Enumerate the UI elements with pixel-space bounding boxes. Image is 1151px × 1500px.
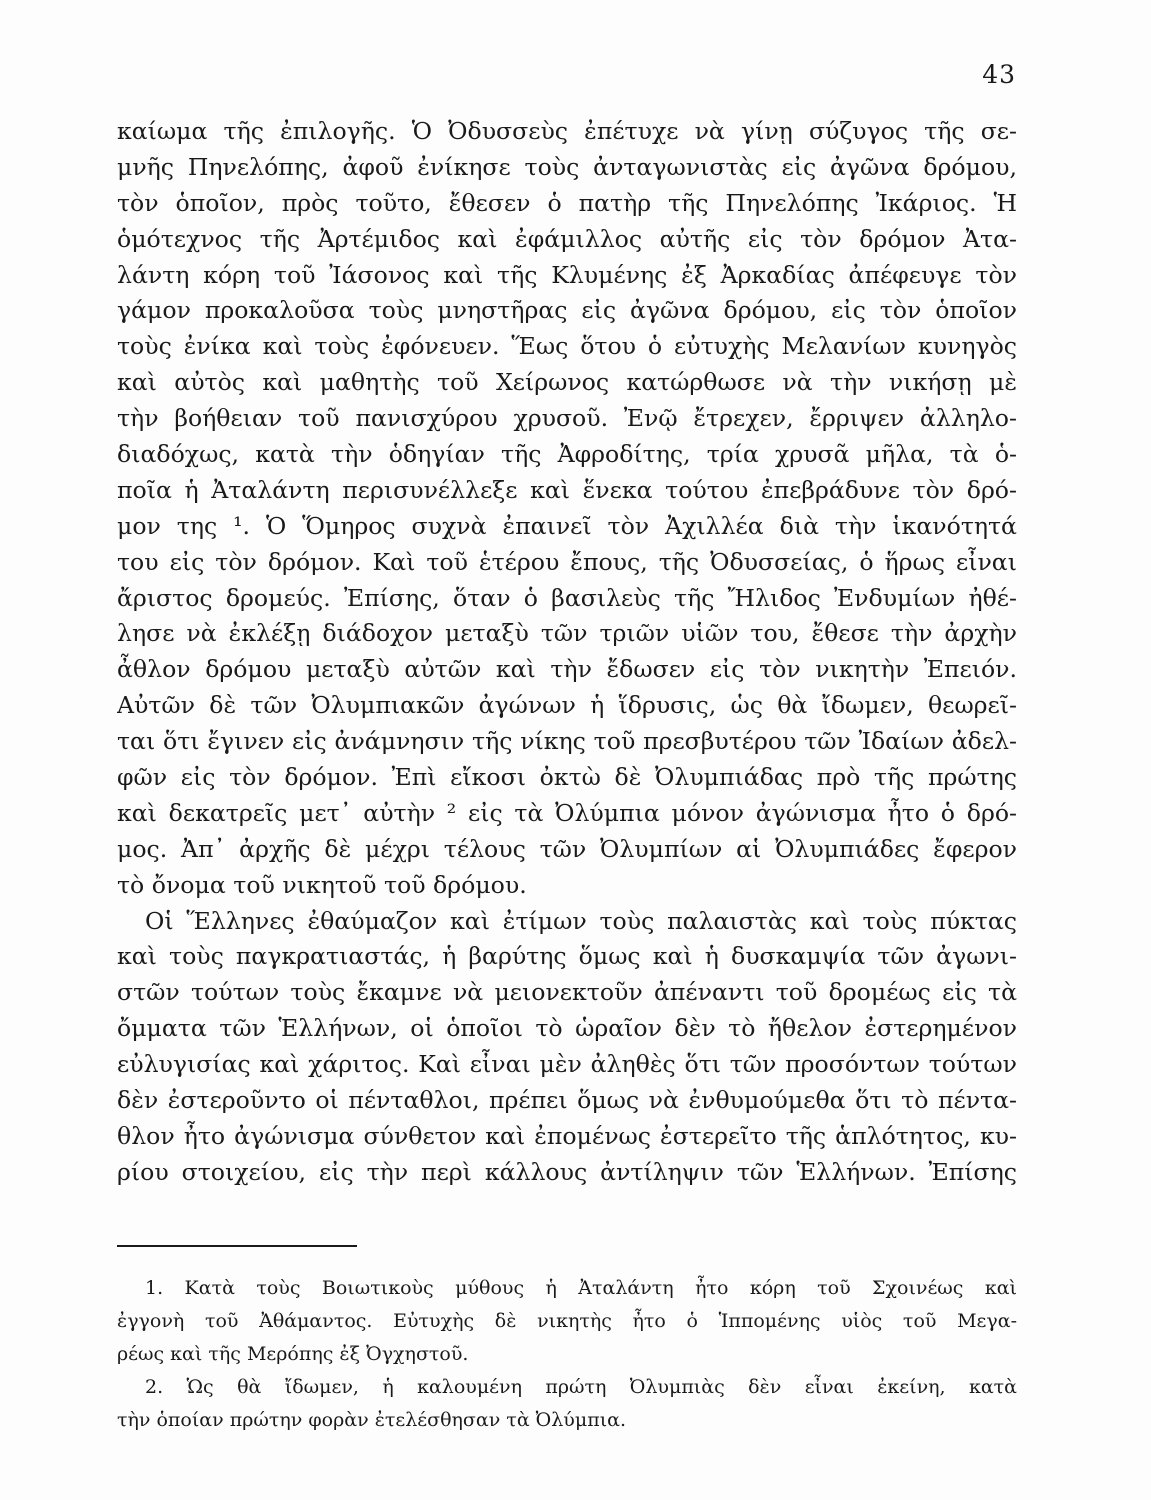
text-line: εὐλυγισίας καὶ χάριτος. Καὶ εἶναι μὲν ἀληθὲς ὅτι τῶν προσόντων τούτων xyxy=(117,1050,1017,1079)
main-text xyxy=(117,114,1017,1191)
text-line: φῶν εἰς τὸν δρόμον. Ἐπὶ εἴκοσι ὀκτὼ δὲ Ὀλυμπιάδας πρὸ τῆς πρώτης xyxy=(117,763,1017,792)
footnote-1-line: ρέως καὶ τῆς Μερόπης ἐξ Ὀγχηστοῦ. xyxy=(117,1343,469,1365)
footnote-1-line: ἐγγονὴ τοῦ Ἀθάμαντος. Εὐτυχὴς δὲ νικητὴς ἦτο ὁ Ἱππομένης υἱὸς τοῦ Μεγα- xyxy=(117,1310,1017,1332)
text-line: λάντη κόρη τοῦ Ἰάσονος καὶ τῆς Κλυμένης ἐξ Ἀρκαδίας ἀπέφευγε τὸν xyxy=(117,260,1017,289)
footnotes xyxy=(117,1272,1017,1437)
text-line: ὁμότεχνος τῆς Ἀρτέμιδος καὶ ἐφάμιλλος αὐτῆς εἰς τὸν δρόμον Ἀτα- xyxy=(117,224,1017,253)
text-line: τοὺς ἐνίκα καὶ τοὺς ἐφόνευεν. Ἕως ὅτου ὁ εὐτυχὴς Μελανίων κυνηγὸς xyxy=(117,332,1017,361)
text-line: ποῖα ἡ Ἀταλάντη περισυνέλλεξε καὶ ἕνεκα τούτου ἐπεβράδυνε τὸν δρό- xyxy=(117,475,1017,504)
text-line: στῶν τούτων τοὺς ἔκαμνε νὰ μειονεκτοῦν ἀπέναντι τοῦ δρομέως εἰς τὰ xyxy=(117,978,1017,1007)
text-line: τὸν ὁποῖον, πρὸς τοῦτο, ἔθεσεν ὁ πατὴρ τῆς Πηνελόπης Ἰκάριος. Ἡ xyxy=(117,188,1017,217)
text-line: Αὐτῶν δὲ τῶν Ὀλυμπιακῶν ἀγώνων ἡ ἵδρυσις, ὡς θὰ ἴδωμεν, θεωρεῖ- xyxy=(117,691,1017,720)
text-line: λησε νὰ ἐκλέξῃ διάδοχον μεταξὺ τῶν τριῶν υἱῶν του, ἔθεσε τὴν ἀρχὴν xyxy=(117,619,1017,648)
text-line: μον της ¹. Ὁ Ὅμηρος συχνὰ ἐπαινεῖ τὸν Ἀχιλλέα διὰ τὴν ἱκανότητά xyxy=(117,511,1017,540)
text-line: θλον ἦτο ἀγώνισμα σύνθετον καὶ ἐπομένως ἐστερεῖτο τῆς ἁπλότητος, κυ- xyxy=(117,1121,1017,1150)
footnote-2-line: 2. Ὡς θὰ ἴδωμεν, ἡ καλουμένη πρώτη Ὀλυμπιὰς δὲν εἶναι ἐκείνη, κατὰ xyxy=(145,1376,1017,1398)
footnote-divider xyxy=(117,1245,357,1247)
text-line: ἄριστος δρομεύς. Ἐπίσης, ὅταν ὁ βασιλεὺς τῆς Ἤλιδος Ἐνδυμίων ἠθέ- xyxy=(117,583,1017,612)
text-line: καὶ αὐτὸς καὶ μαθητὴς τοῦ Χείρωνος κατώρθωσε νὰ τὴν νικήσῃ μὲ xyxy=(117,368,1017,397)
text-line: δὲν ἐστεροῦντο οἱ πένταθλοι, πρέπει ὅμως νὰ ἐνθυμούμεθα ὅτι τὸ πέντα- xyxy=(117,1086,1017,1115)
text-line: του εἰς τὸν δρόμον. Καὶ τοῦ ἑτέρου ἔπους, τῆς Ὀδυσσείας, ὁ ἥρως εἶναι xyxy=(117,547,1017,576)
paragraph-start-line: Οἱ Ἕλληνες ἐθαύμαζον καὶ ἐτίμων τοὺς παλαιστὰς καὶ τοὺς πύκτας xyxy=(145,906,1017,935)
text-line: διαδόχως, κατὰ τὴν ὁδηγίαν τῆς Ἀφροδίτης, τρία χρυσᾶ μῆλα, τὰ ὁ- xyxy=(117,440,1017,469)
text-line: καὶ δεκατρεῖς μετ᾽ αὐτὴν ² εἰς τὰ Ὀλύμπια μόνον ἀγώνισμα ἦτο ὁ δρό- xyxy=(117,798,1017,827)
text-line: ἆθλον δρόμου μεταξὺ αὐτῶν καὶ τὴν ἔδωσεν εἰς τὸν νικητὴν Ἐπειόν. xyxy=(117,655,1017,684)
footnote-1-line: 1. Κατὰ τοὺς Βοιωτικοὺς μύθους ἡ Ἀταλάντη ἦτο κόρη τοῦ Σχοινέως καὶ xyxy=(145,1277,1017,1299)
text-line: τὴν βοήθειαν τοῦ πανισχύρου χρυσοῦ. Ἐνῷ ἔτρεχεν, ἔρριψεν ἀλληλο- xyxy=(117,404,1017,433)
paragraph-end-line: τὸ ὄνομα τοῦ νικητοῦ τοῦ δρόμου. xyxy=(117,870,527,899)
text-line: ρίου στοιχείου, εἰς τὴν περὶ κάλλους ἀντίληψιν τῶν Ἑλλήνων. Ἐπίσης xyxy=(117,1157,1017,1186)
text-line: μος. Ἀπ᾽ ἀρχῆς δὲ μέχρι τέλους τῶν Ὀλυμπίων αἱ Ὀλυμπιάδες ἔφερον xyxy=(117,834,1017,863)
text-line: ὄμματα τῶν Ἑλλήνων, οἱ ὁποῖοι τὸ ὡραῖον δὲν τὸ ἤθελον ἐστερημένον xyxy=(117,1014,1017,1043)
text-line: καὶ τοὺς παγκρατιαστάς, ἡ βαρύτης ὅμως καὶ ἡ δυσκαμψία τῶν ἀγωνι- xyxy=(117,942,1017,971)
text-line: γάμον προκαλοῦσα τοὺς μνηστῆρας εἰς ἀγῶνα δρόμου, εἰς τὸν ὁποῖον xyxy=(117,296,1017,325)
text-line: καίωμα τῆς ἐπιλογῆς. Ὁ Ὀδυσσεὺς ἐπέτυχε νὰ γίνῃ σύζυγος τῆς σε- xyxy=(117,117,1017,145)
page-number: 43 xyxy=(982,60,1016,89)
footnote-2-line: τὴν ὁποίαν πρώτην φορὰν ἐτελέσθησαν τὰ Ὀλύμπια. xyxy=(117,1409,627,1431)
text-line: μνῆς Πηνελόπης, ἀφοῦ ἐνίκησε τοὺς ἀνταγωνιστὰς εἰς ἀγῶνα δρόμου, xyxy=(117,152,1017,181)
text-line: ται ὅτι ἔγινεν εἰς ἀνάμνησιν τῆς νίκης τοῦ πρεσβυτέρου τῶν Ἰδαίων ἀδελ- xyxy=(117,727,1017,756)
